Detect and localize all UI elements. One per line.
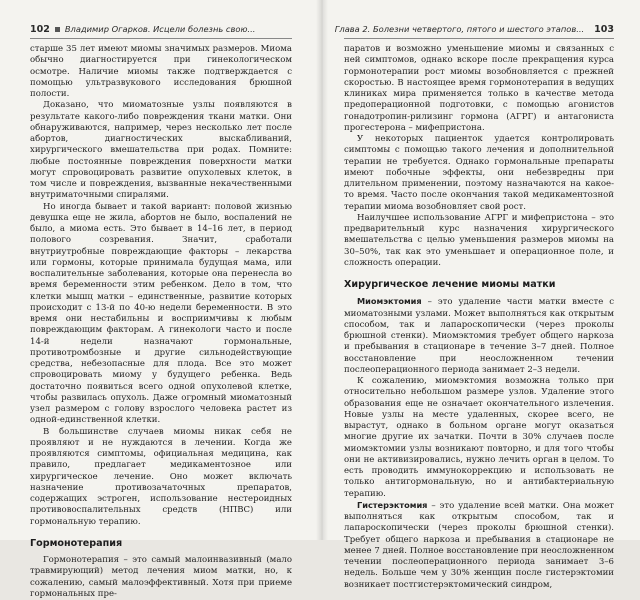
right-header-title: Глава 2. Болезни четвертого, пятого и шестого этапов... <box>334 24 585 34</box>
paragraph: В большинстве случаев миомы никак себя не проявляют и не нуждаются в лечении. Когда же проявляются симптомы, официальная медицина, как правило, предлагает медикаментозное или хирургическое лечение. Оно может включать назначение противозачаточных препаратов, содержащих эстроген, использование нестероидных противовоспалительных средств (НПВС) или гормональную терапию. <box>30 426 292 527</box>
header-square-icon <box>55 27 60 32</box>
paragraph: Доказано, что миоматозные узлы появляются в результате какого-либо повреждения ткани матки. Они обнаруживаются, например, через несколько лет после абортов, диагностических выскабливаний, хирургического вмешательства при родах. Помните: любые постоянные повреждения поверхности матки могут спровоцировать развитие опухолевых клеток, в том числе и повреждения, вызванные некачественными внутриматочными спиралями. <box>30 100 292 201</box>
section-heading-hormone-therapy: Гормонотерапия <box>30 537 123 549</box>
left-header-rule <box>30 38 292 39</box>
section-heading-surgical-treatment: Хирургическое лечение миомы матки <box>344 279 556 290</box>
left-page-number: 102 <box>30 23 50 35</box>
left-text-column <box>30 44 292 600</box>
paragraph: У некоторых пациенток удается контролировать симптомы с помощью такого лечения и дополнительной терапии не требуется. Однако гормональные препараты имеют побочные эффекты, они небезвредны при длительном применении, поэтому назначаются на какое-то время. Часто после окончания такой медикаментозной терапии миома возобновляет свой рост. <box>344 134 614 212</box>
right-page-number: 103 <box>594 23 614 35</box>
paragraph: Но иногда бывает и такой вариант: половой жизнью девушка еще не жила, абортов не было, воспалений не было, а миома есть. Это бывает в 14–16 лет, в период полового созревания. Значит, сработали внутриутробные повреждающие факторы – лекарства или гормоны, которые принимала будущая мама, или воспалительные заболевания, которые она перенесла во время беременности этим ребенком. Дело в том, что клетки мышц матки – единственные, развитие которых происходит с 13-й по 40-ю недели беременности. В это время они нестабильны и восприимчивы к любым повреждающим факторам. А гинекологи часто и после 14-й недели назначают гормональные, противотромбозные и другие сильнодействующие средства, небезопасные для плода. Все это может спровоцировать миому у будущего ребенка. Ведь достаточно появиться всего одной опухолевой клетке, чтобы развилась опухоль. Даже огромный миоматозный узел размером с голову взрослого человека растет из одной-единственной клетки. <box>30 201 292 426</box>
left-header-title: Владимир Огарков. Исцели болезнь свою... <box>64 24 256 34</box>
paragraph-hysterectomy <box>344 500 614 591</box>
term-myomectomy: Миомэктомия <box>357 296 422 307</box>
term-hysterectomy: Гистерэктомия <box>357 499 428 510</box>
paragraph: старше 35 лет имеют миомы значимых размеров. Миома обычно диагностируется при гинекологическом осмотре. Наличие миомы также подтверждается с помощью ультразвукового исследования брюшной полости. <box>30 44 292 99</box>
left-running-header <box>30 22 292 36</box>
paragraph: паратов и возможно уменьшение миомы и связанных с ней симптомов, однако вскоре после прекращения курса гормонотерапии рост миомы возобновляется с прежней скоростью. В настоящее время гормонотерапия в ведущих клиниках мира применяется только в качестве метода предоперационной подготовки, с помощью агонистов гонадотропин-рилизинг гормона (АГРГ) и антагониста прогестерона – мифепристона. <box>344 44 614 133</box>
right-running-header <box>334 22 614 36</box>
paragraph: К сожалению, миомэктомия возможна только при относительно небольшом размере узлов. Удаление этого образования еще не означает окончательного излечения. Новые узлы на месте удаленных, скорее всего, не вырастут, однако в больном органе могут оказаться многие другие их зачатки. Почти в 30% случаев после миомэктомии узлы возникают повторно, и для того чтобы они не активизировались, нужно лечить орган в целом. То есть проводить иммунокоррекцию и использовать не только антигормональную, но и антибактериальную терапию. <box>344 376 614 499</box>
paragraph-myomectomy <box>344 296 614 376</box>
hysterectomy-text: – это удаление всей матки. Она может выполняться как открытым способом, так и лапароскопически (через проколы брюшной стенки). Требует общего наркоза и пребывания в стационаре не менее 7 дней. Полное восстановление при неосложненном течении послеоперационного периода занимает 3–6 недель. Больше чем у 30% женщин после гистерэктомии возникает постгистерэктомический синдром, <box>344 500 614 590</box>
right-header-rule <box>344 38 614 39</box>
right-page <box>322 0 640 590</box>
myomectomy-text: – это удаление части матки вместе с миоматозными узлами. Может выполняться как открытым способом, так и лапароскопически (через проколы брюшной стенки). Миомэктомия требует общего наркоза и пребывания в стационаре в течение 3–7 дней. Полное восстановление при неосложненном течении послеоперационного периода занимает 2–3 недели. <box>344 297 614 375</box>
right-text-column <box>344 44 614 591</box>
paragraph: Наилучшее использование АГРГ и мифепристона – это предварительный курс назначения хирургического вмешательства с целью уменьшения размеров миомы на 30–50%, так как это уменьшает и операционное поле, и сложность операции. <box>344 212 614 268</box>
paragraph: Гормонотерапия – это самый малоинвазивный (мало травмирующий) метод лечения миом матки, но, к сожалению, самый малоэффективный. Хотя при приеме гормональных пре- <box>30 555 292 599</box>
